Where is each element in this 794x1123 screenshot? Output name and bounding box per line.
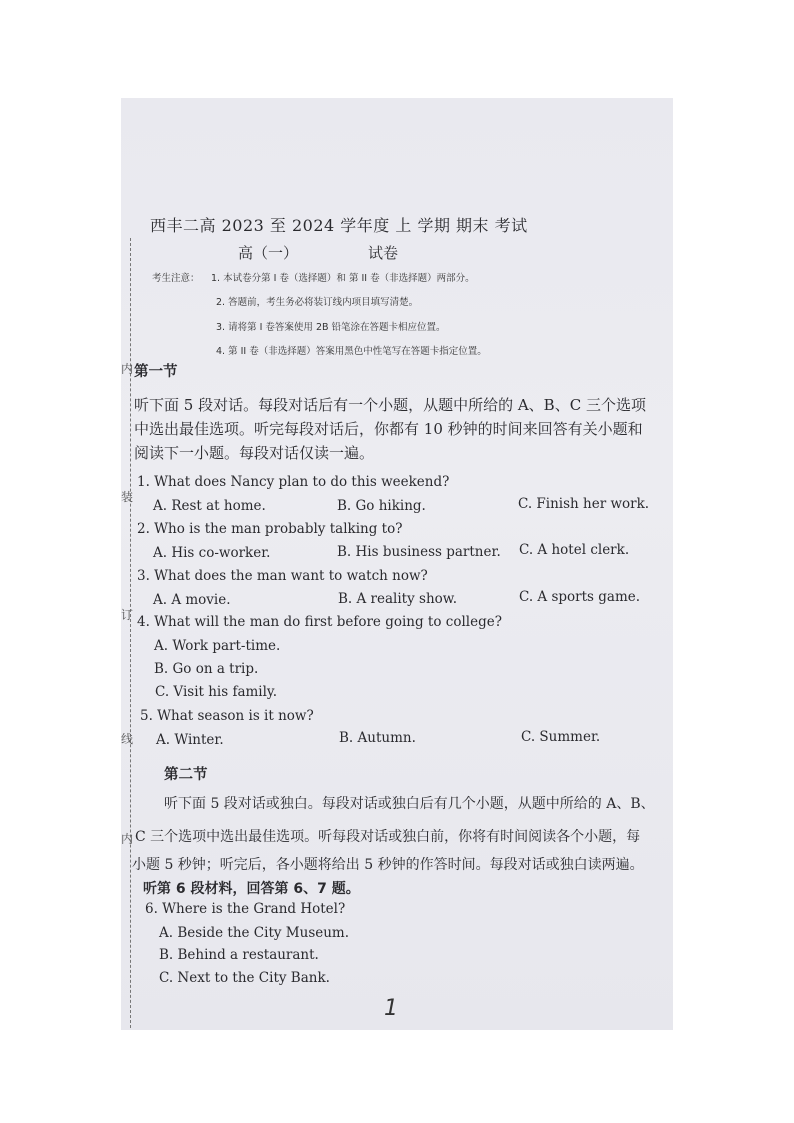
- section2-heading: 第二节: [164, 767, 208, 783]
- option-a: A. A movie.: [153, 592, 231, 608]
- question-text: 6. Where is the Grand Hotel?: [145, 901, 346, 917]
- option-c: C. A sports game.: [519, 589, 641, 605]
- paper-label: 试卷: [368, 244, 399, 262]
- section1-heading: 第一节: [134, 364, 178, 380]
- question-text: 3. What does the man want to watch now?: [137, 568, 428, 584]
- exam-title: 西丰二高 2023 至 2024 学年度 上 学期 期末 考试: [150, 216, 528, 235]
- note-item: 2. 答题前，考生务必将装订线内项目填写清楚。: [216, 297, 419, 308]
- option-b: B. A reality show.: [338, 591, 458, 607]
- section2-instructions-line: C 三个选项中选出最佳选项。听每段对话或独白前，你将有时间阅读各个小题，每: [135, 829, 641, 845]
- option-c: C. A hotel clerk.: [519, 542, 630, 558]
- binding-mark: 订: [121, 608, 134, 622]
- option-c: C. Summer.: [521, 729, 601, 745]
- option-a: A. Beside the City Museum.: [159, 925, 350, 941]
- exam-subtitle: [238, 242, 398, 263]
- option-b: B. Go on a trip.: [154, 661, 259, 677]
- option-c: C. Next to the City Bank.: [159, 970, 330, 986]
- material-label: 听第 6 段材料，回答第 6、7 题。: [143, 881, 360, 897]
- question-text: 4. What will the man do first before going to college?: [137, 614, 502, 630]
- section2-instructions-line: 听下面 5 段对话或独白。每段对话或独白后有几个小题，从题中所给的 A、B、: [164, 796, 655, 812]
- option-b: B. His business partner.: [337, 544, 501, 560]
- option-a: A. Rest at home.: [153, 498, 266, 514]
- question-text: 2. Who is the man probably talking to?: [137, 521, 403, 537]
- notes-label: 考生注意：: [152, 273, 200, 284]
- option-a: A. Winter.: [156, 732, 224, 748]
- option-a: A. His co-worker.: [153, 545, 271, 561]
- binding-mark: 内: [121, 362, 134, 376]
- option-b: B. Autumn.: [339, 730, 416, 746]
- question-text: 5. What season is it now?: [140, 708, 314, 724]
- note-item: 3. 请将第 I 卷答案使用 2B 铅笔涂在答题卡相应位置。: [216, 322, 446, 333]
- option-a: A. Work part-time.: [154, 638, 281, 654]
- section1-instructions: 听下面 5 段对话。每段对话后有一个小题，从题中所给的 A、B、C 三个选项中选出最佳选项。听完每段对话后，你都有 10 秒钟的时间来回答有关小题和阅读下一小题。每段对话仅读一遍。: [134, 396, 646, 462]
- option-b: B. Behind a restaurant.: [159, 947, 319, 963]
- binding-mark: 线: [121, 732, 134, 746]
- note-item: 4. 第 II 卷（非选择题）答案用黑色中性笔写在答题卡指定位置。: [216, 346, 487, 357]
- option-c: C. Visit his family.: [155, 684, 278, 700]
- page-number: 1: [384, 996, 398, 1021]
- binding-mark: 内: [121, 832, 134, 846]
- option-c: C. Finish her work.: [518, 496, 650, 512]
- binding-line: [130, 238, 131, 1028]
- option-b: B. Go hiking.: [337, 498, 426, 514]
- question-text: 1. What does Nancy plan to do this weekend?: [137, 474, 450, 490]
- note-item: 1. 本试卷分第 I 卷（选择题）和 第 II 卷（非选择题）两部分。: [211, 273, 475, 284]
- binding-mark: 装: [121, 490, 134, 504]
- section2-instructions-line: 小题 5 秒钟；听完后，各小题将给出 5 秒钟的作答时间。每段对话或独白读两遍。: [132, 857, 644, 873]
- grade-label: 高（一）: [238, 244, 299, 262]
